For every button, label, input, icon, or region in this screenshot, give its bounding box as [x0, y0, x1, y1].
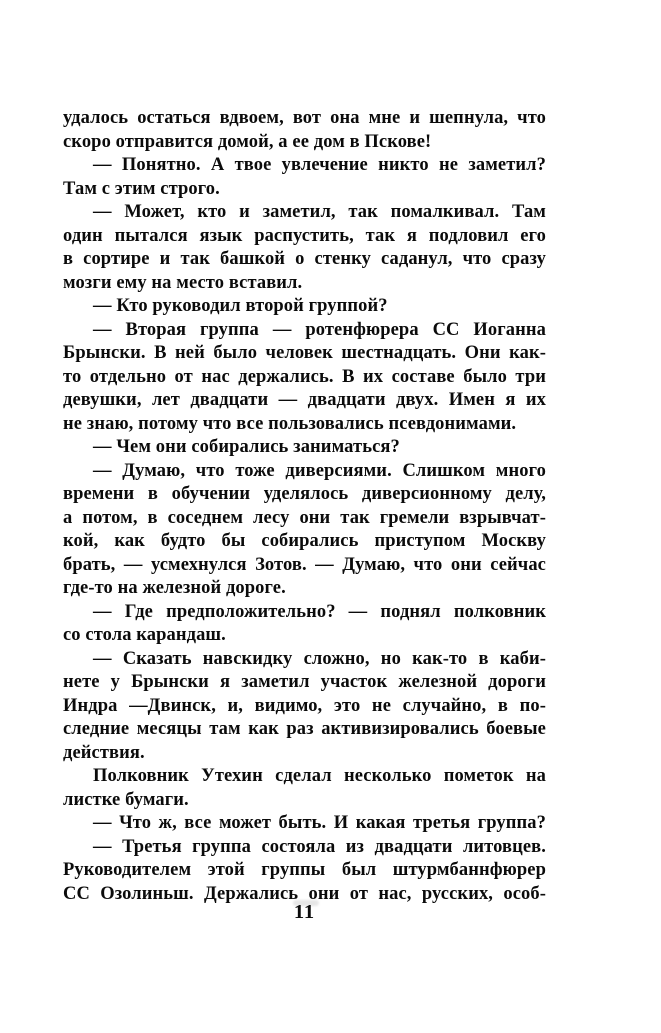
text-line: — Где предположительно? — поднял полковник [93, 601, 546, 622]
text-line: нете у Брынски я заметил участок железной дороги [63, 672, 546, 692]
text-line: Руководителем этой группы был штурмбаннфюрер [63, 860, 546, 880]
text-line: — Понятно. А твое увлечение никто не заметил? [93, 155, 546, 175]
text-line: Индра —Двинск, и, видимо, это не случайно, в по- [63, 695, 546, 716]
text-line: Брынски. В ней было человек шестнадцать. Они как- [63, 343, 546, 363]
text-line: то отдельно от нас держались. В их составе было три [63, 366, 546, 387]
text-line: следние месяцы там как раз активизировались боевые [63, 719, 546, 739]
text-line: кой, как будто бы собирались приступом Москву [63, 531, 546, 551]
text-line: — Может, кто и заметил, так помалкивал. Там [93, 202, 546, 222]
text-line: — Вторая группа — ротенфюрера СС Иоганна [93, 319, 546, 340]
text-line: а потом, в соседнем лесу они так гремели взрывчат- [63, 507, 546, 528]
text-line: — Сказать навскидку сложно, но как-то в каби- [93, 648, 546, 669]
text-line: — Кто руководил второй группой? [93, 296, 388, 316]
text-line: — Думаю, что тоже диверсиями. Слишком много [93, 460, 546, 481]
text-line: со стола карандаш. [63, 625, 226, 645]
text-line: не знаю, потому что все пользовались псевдонимами. [63, 413, 517, 434]
text-line: в сортире и так башкой о стенку саданул, что сразу [63, 249, 546, 269]
text-line: девушки, лет двадцати — двадцати двух. Имен я их [63, 390, 546, 410]
text-line: времени в обучении уделялось диверсионному делу, [63, 484, 546, 504]
text-line: где-то на железной дороге. [63, 578, 286, 598]
text-line: Там с этим строго. [63, 178, 220, 199]
text-line: листке бумаги. [63, 789, 189, 810]
text-line: действия. [63, 742, 145, 763]
text-line: — Что ж, все может быть. И какая третья группа? [93, 813, 546, 833]
page-text [63, 107, 546, 906]
text-line: мозги ему на место вставил. [63, 272, 303, 293]
text-line: скоро отправится домой, а ее дом в Пскове! [63, 131, 432, 152]
text-line: — Чем они собирались заниматься? [93, 437, 400, 457]
text-line: СС Озолиньш. Держались они от нас, русских, особ- [63, 883, 546, 904]
text-line: — Третья группа состояла из двадцати литовцев. [93, 836, 546, 857]
page-number: 11 [293, 901, 316, 923]
text-line: Полковник Утехин сделал несколько пометок на [93, 766, 546, 786]
text-line: один пытался язык распустить, так я подловил его [63, 225, 546, 246]
text-line: брать, — усмехнулся Зотов. — Думаю, что они сейчас [63, 554, 546, 575]
text-line: удалось остаться вдвоем, вот она мне и шепнула, что [63, 108, 546, 128]
